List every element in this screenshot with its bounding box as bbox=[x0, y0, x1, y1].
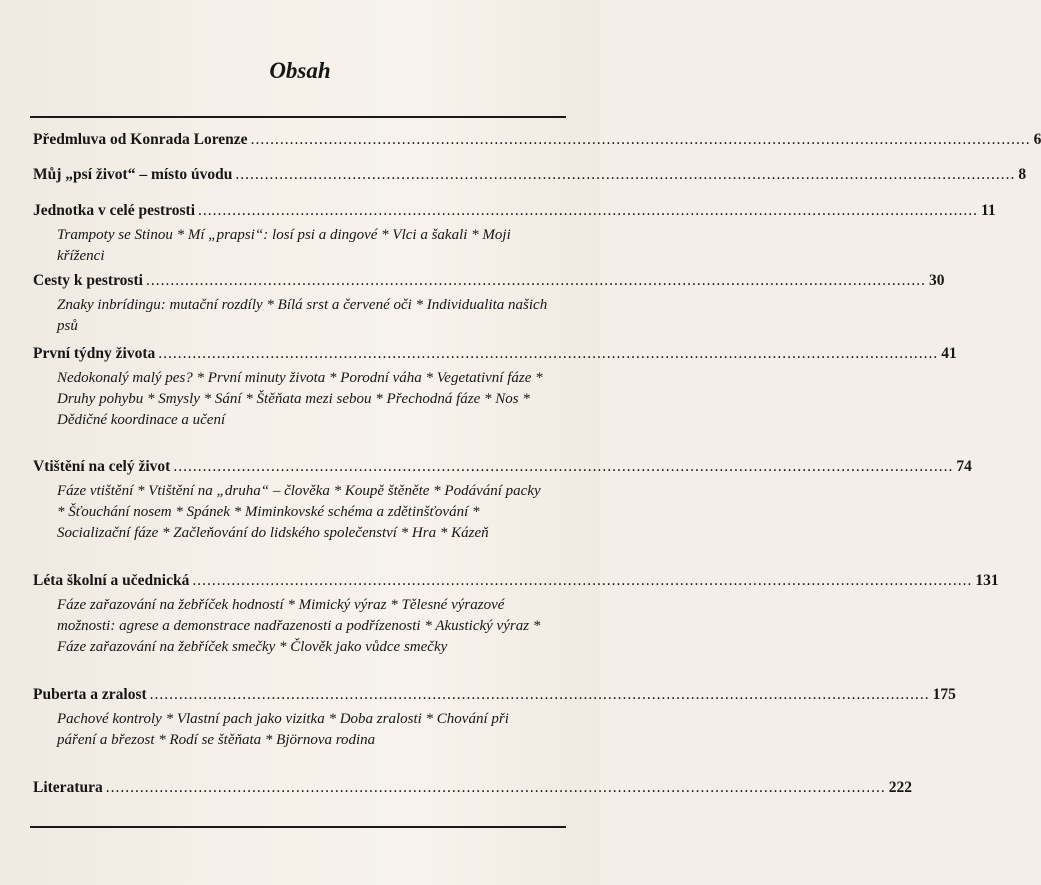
toc-entry-preface bbox=[33, 130, 1041, 150]
toc-entry-introduction bbox=[33, 165, 1027, 185]
toc-page-number: 131 bbox=[975, 572, 999, 589]
toc-entry-title: Můj „psí život“ – místo úvodu bbox=[33, 166, 233, 183]
page-title: Obsah bbox=[269, 58, 331, 83]
bottom-rule bbox=[30, 826, 566, 828]
toc-page-number: 41 bbox=[941, 345, 957, 362]
toc-entry-subtopics: Fáze vtištění * Vtištění na „druha“ – člověka * Koupě štěněte * Podávání packy * Šťouchání nosem * Spánek * Miminkovské schéma a zdětinšťování * Socializační fáze * Začleňování do lidského společenství * Hra * Kázeň bbox=[57, 483, 541, 541]
toc-entry-subtopics: Pachové kontroly * Vlastní pach jako vizitka * Doba zralosti * Chování při páření a březost * Rodí se štěňata * Björnova rodina bbox=[57, 711, 509, 748]
leader-dots: ................................................................................................................................................................ bbox=[145, 272, 926, 289]
toc-entry-chapter-2 bbox=[33, 271, 945, 337]
toc-entry-title: Předmluva od Konrada Lorenze bbox=[33, 131, 248, 148]
leader-dots: ................................................................................................................................................................ bbox=[198, 202, 979, 219]
toc-entry-chapter-1 bbox=[33, 201, 996, 267]
toc-entry-title: Puberta a zralost bbox=[33, 686, 147, 703]
leader-dots: ................................................................................................................................................................ bbox=[158, 345, 939, 362]
leader-dots: ................................................................................................................................................................ bbox=[235, 166, 1016, 183]
toc-entry-title: Léta školní a učednická bbox=[33, 572, 190, 589]
toc-page-number: 6 bbox=[1033, 131, 1041, 148]
toc-page-number: 11 bbox=[981, 202, 996, 219]
leader-dots: ................................................................................................................................................................ bbox=[149, 686, 930, 703]
toc-entry-subtopics: Nedokonalý malý pes? * První minuty života * Porodní váha * Vegetativní fáze * Druhy pohybu * Smysly * Sání * Štěňata mezi sebou * Přechodná fáze * Nos * Dědičné koordinace a učení bbox=[57, 370, 543, 428]
toc-entry-chapter-5 bbox=[33, 571, 999, 658]
toc-page-number: 74 bbox=[956, 458, 972, 475]
toc-entry-title: Literatura bbox=[33, 779, 103, 796]
leader-dots: ................................................................................................................................................................ bbox=[250, 131, 1031, 148]
toc-entry-title: Jednotka v celé pestrosti bbox=[33, 202, 196, 219]
top-rule bbox=[30, 116, 566, 118]
toc-entry-subtopics: Fáze zařazování na žebříček hodností * Mimický výraz * Tělesné výrazové možnosti: agrese a demonstrace nadřazenosti a podřízenosti * Akustický výraz * Fáze zařazování na žebříček smečky * Člověk jako vůdce smečky bbox=[57, 597, 541, 655]
toc-page-number: 175 bbox=[932, 686, 956, 703]
toc-page-number: 222 bbox=[888, 779, 912, 796]
leader-dots: ................................................................................................................................................................ bbox=[192, 572, 973, 589]
toc-entry-subtopics: Znaky inbrídingu: mutační rozdíly * Bílá srst a červené oči * Individualita našich psů bbox=[57, 297, 548, 334]
toc-entry-title: Cesty k pestrosti bbox=[33, 272, 143, 289]
toc-page-number: 30 bbox=[928, 272, 945, 289]
toc-entry-chapter-3 bbox=[33, 344, 957, 431]
toc-entry-subtopics: Trampoty se Stinou * Mí „prapsi“: losí psi a dingové * Vlci a šakali * Moji kříženci bbox=[57, 227, 511, 264]
toc-entry-title: Vtištění na celý život bbox=[33, 458, 171, 475]
leader-dots: ................................................................................................................................................................ bbox=[105, 779, 886, 796]
toc-page-number: 8 bbox=[1018, 166, 1027, 183]
toc-entry-literature bbox=[33, 778, 912, 798]
toc-entry-title: První týdny života bbox=[33, 345, 156, 362]
leader-dots: ................................................................................................................................................................ bbox=[173, 458, 954, 475]
toc-entry-chapter-6 bbox=[33, 685, 956, 751]
toc-entry-chapter-4 bbox=[33, 457, 972, 544]
